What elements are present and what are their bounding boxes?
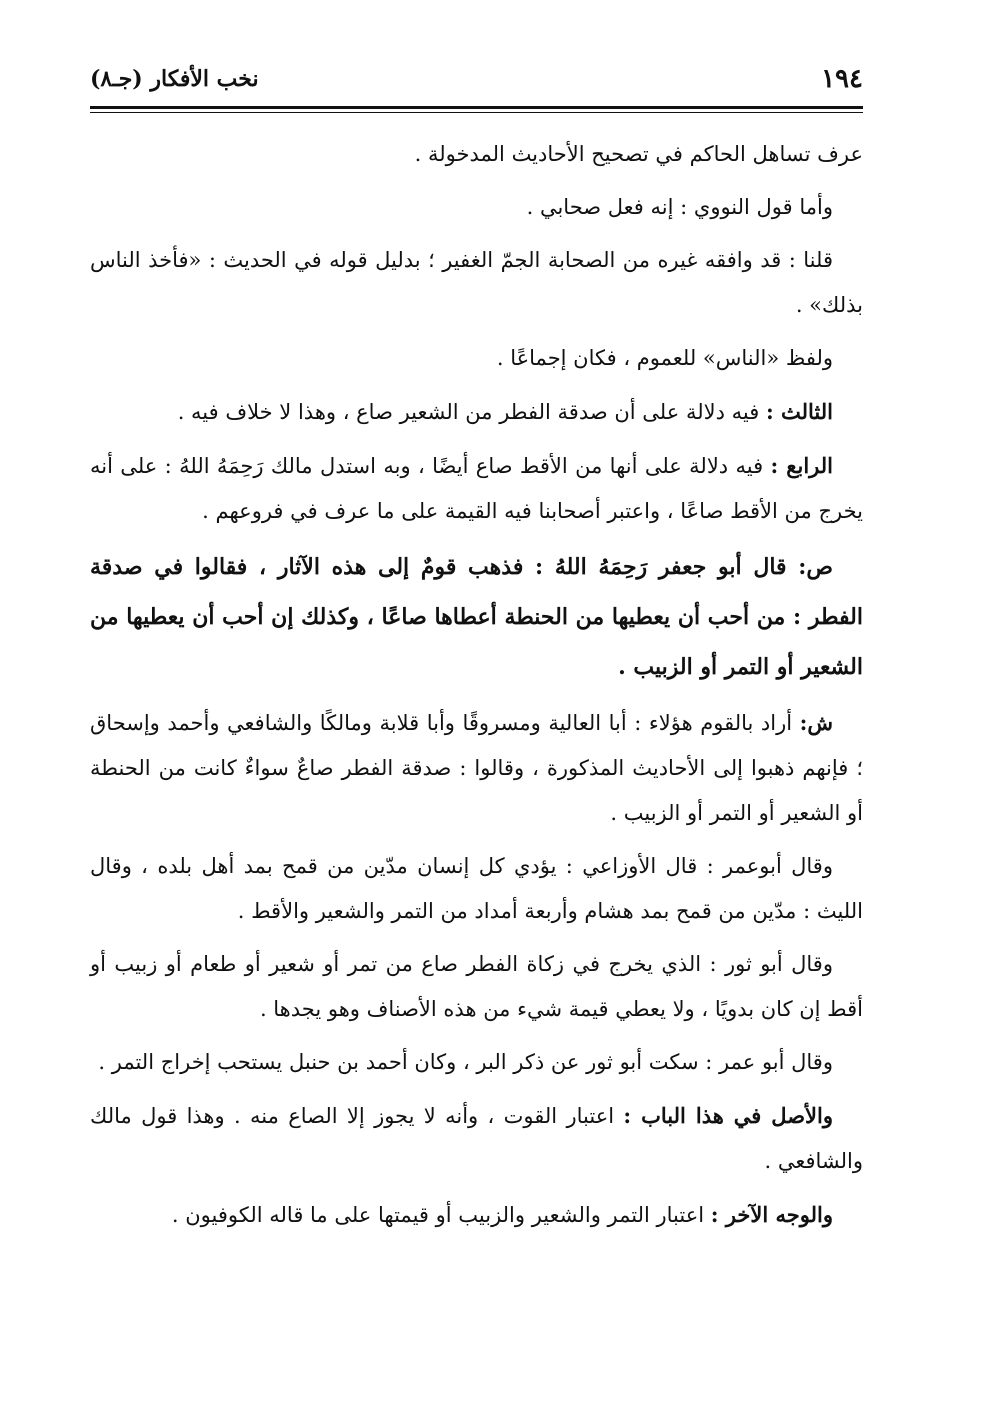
header-rule-thick (90, 106, 863, 109)
paragraph-lead: الرابع : (770, 453, 833, 478)
page-body (90, 132, 863, 1246)
paragraph-lead: ص: (798, 554, 833, 580)
paragraph-lead: ش: (799, 710, 833, 735)
paragraph: عرف تساهل الحاكم في تصحيح الأحاديث المدخولة . (414, 142, 863, 166)
paragraph: والأصل في هذا الباب : اعتبار القوت ، وأنه لا يجوز إلا الصاع منه . وهذا قول مالك والشافعي . (90, 1103, 863, 1173)
paragraph: الرابع : فيه دلالة على أنها من الأقط صاع أيضًا ، وبه استدل مالك رَحِمَهُ اللهُ : على أنه يخرج من الأقط صاعًا ، واعتبر أصحابنا فيه القيمة على ما عرف في فروعهم . (90, 453, 863, 523)
paragraph: قلنا : قد وافقه غيره من الصحابة الجمّ الغفير ؛ بدليل قوله في الحديث : «فأخذ الناس بذلك» . (90, 248, 863, 317)
matn-paragraph: ص: قال أبو جعفر رَحِمَهُ اللهُ : فذهب قومٌ إلى هذه الآثار ، فقالوا في صدقة الفطر : من أحب أن يعطيها من الحنطة أعطاها صاعًا ، وكذلك إن أحب أن يعطيها من الشعير أو التمر أو الزبيب . (90, 554, 863, 680)
paragraph-lead: والأصل في هذا الباب : (623, 1103, 833, 1128)
page-number: ١٩٤ (821, 64, 863, 94)
paragraph-lead: والوجه الآخر : (710, 1202, 833, 1227)
paragraph: وأما قول النووي : إنه فعل صحابي . (526, 195, 833, 219)
header-rule-thin (90, 112, 863, 113)
paragraph: وقال أبو ثور : الذي يخرج في زكاة الفطر صاع من تمر أو شعير أو طعام أو زبيب أو أقط إن كان بدويًا ، ولا يعطي قيمة شيء من هذه الأصناف وهو يجدها . (90, 952, 863, 1021)
page-header (90, 60, 863, 102)
sharh-paragraph: ش: أراد بالقوم هؤلاء : أبا العالية ومسروقًا وأبا قلابة ومالكًا والشافعي وأحمد وإسحاق ؛ فإنهم ذهبوا إلى الأحاديث المذكورة ، وقالوا : صدقة الفطر صاعٌ سواءٌ كانت من الحنطة أو الشعير أو التمر أو الزبيب . (90, 710, 863, 825)
paragraph: ولفظ «الناس» للعموم ، فكان إجماعًا . (496, 346, 833, 370)
paragraph: الثالث : فيه دلالة على أن صدقة الفطر من الشعير صاع ، وهذا لا خلاف فيه . (177, 399, 833, 424)
paragraph: وقال أبوعمر : قال الأوزاعي : يؤدي كل إنسان مدّين من قمح بمد أهل بلده ، وقال الليث : مدّين من قمح بمد هشام وأربعة أمداد من التمر والشعير والأقط . (90, 854, 863, 923)
paragraph-lead: الثالث : (765, 399, 833, 424)
paragraph: والوجه الآخر : اعتبار التمر والشعير والزبيب أو قيمتها على ما قاله الكوفيون . (171, 1202, 833, 1227)
book-title: نخب الأفكار (جـ٨) (90, 66, 259, 92)
paragraph: وقال أبو عمر : سكت أبو ثور عن ذكر البر ، وكان أحمد بن حنبل يستحب إخراج التمر . (98, 1050, 833, 1074)
